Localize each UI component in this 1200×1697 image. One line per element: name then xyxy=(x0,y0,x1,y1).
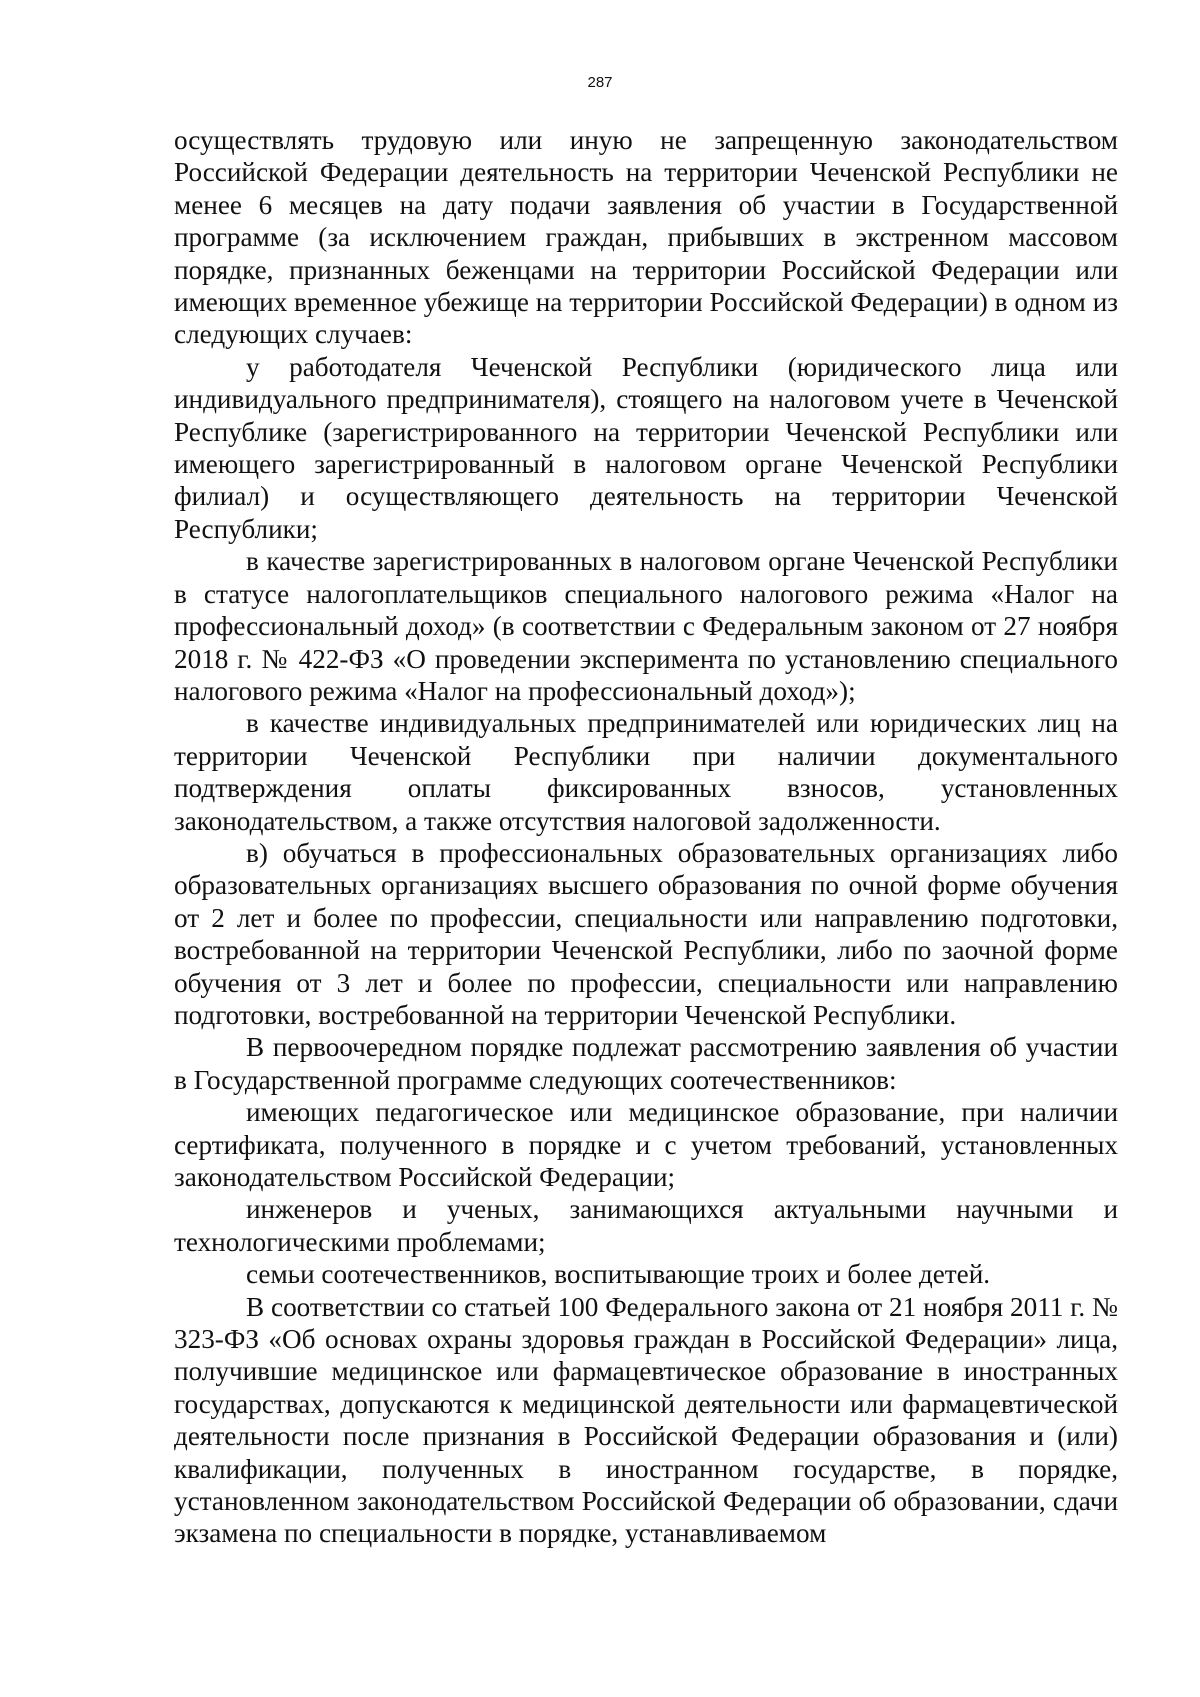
paragraph-2: у работодателя Чеченской Республики (юридического лица или индивидуального предпринимателя), стоящего на налоговом учете в Чеченской Республике (зарегистрированного на территории Чеченской Республики или имеющего зарегистрированный в налоговом органе Чеченской Республики филиал) и осуществляющего деятельность на территории Чеченской Республики; xyxy=(174,351,1118,544)
paragraph-4: в качестве индивидуальных предпринимателей или юридических лиц на территории Чеченской Республики при наличии документального подтверждения оплаты фиксированных взносов, установленных законодательством, а также отсутствия налоговой задолженности. xyxy=(174,708,1118,836)
paragraph-1: осуществлять трудовую или иную не запрещенную законодательством Российской Федерации деятельность на территории Чеченской Республики не менее 6 месяцев на дату подачи заявления об участии в Государственной программе (за исключением граждан, прибывших в экстренном массовом порядке, признанных беженцами на территории Российской Федерации или имеющих временное убежище на территории Российской Федерации) в одном из следующих случаев: xyxy=(174,125,1118,350)
paragraph-10: В соответствии со статьей 100 Федерального закона от 21 ноября 2011 г. № 323-ФЗ «Об основах охраны здоровья граждан в Российской Федерации» лица, получившие медицинское или фармацевтическое образование в иностранных государствах, допускаются к медицинской деятельности или фармацевтической деятельности после признания в Российской Федерации образования и (или) квалификации, полученных в иностранном государстве, в порядке, установленном законодательством Российской Федерации об образовании, сдачи экзамена по специальности в порядке, устанавливаемом xyxy=(174,1291,1118,1549)
paragraph-3: в качестве зарегистрированных в налоговом органе Чеченской Республики в статусе налогоплательщиков специального налогового режима «Налог на профессиональный доход» (в соответствии с Федеральным законом от 27 ноября 2018 г. № 422-ФЗ «О проведении эксперимента по установлению специального налогового режима «Налог на профессиональный доход»); xyxy=(174,546,1118,706)
paragraph-9: семьи соотечественников, воспитывающие троих и более детей. xyxy=(246,1259,991,1290)
paragraph-6: В первоочередном порядке подлежат рассмотрению заявления об участии в Государственной программе следующих соотечественников: xyxy=(174,1032,1118,1095)
paragraph-5: в) обучаться в профессиональных образовательных организациях либо образовательных организациях высшего образования по очной форме обучения от 2 лет и более по профессии, специальности или направлению подготовки, востребованной на территории Чеченской Республики, либо по заочной форме обучения от 3 лет и более по профессии, специальности или направлению подготовки, востребованной на территории Чеченской Республики. xyxy=(174,837,1118,1030)
page-number: 287 xyxy=(587,74,613,91)
paragraph-7: имеющих педагогическое или медицинское образование, при наличии сертификата, полученного в порядке и с учетом требований, установленных законодательством Российской Федерации; xyxy=(174,1097,1118,1192)
document-body xyxy=(174,124,1118,1550)
paragraph-8: инженеров и ученых, занимающихся актуальными научными и технологическими проблемами; xyxy=(174,1194,1118,1257)
